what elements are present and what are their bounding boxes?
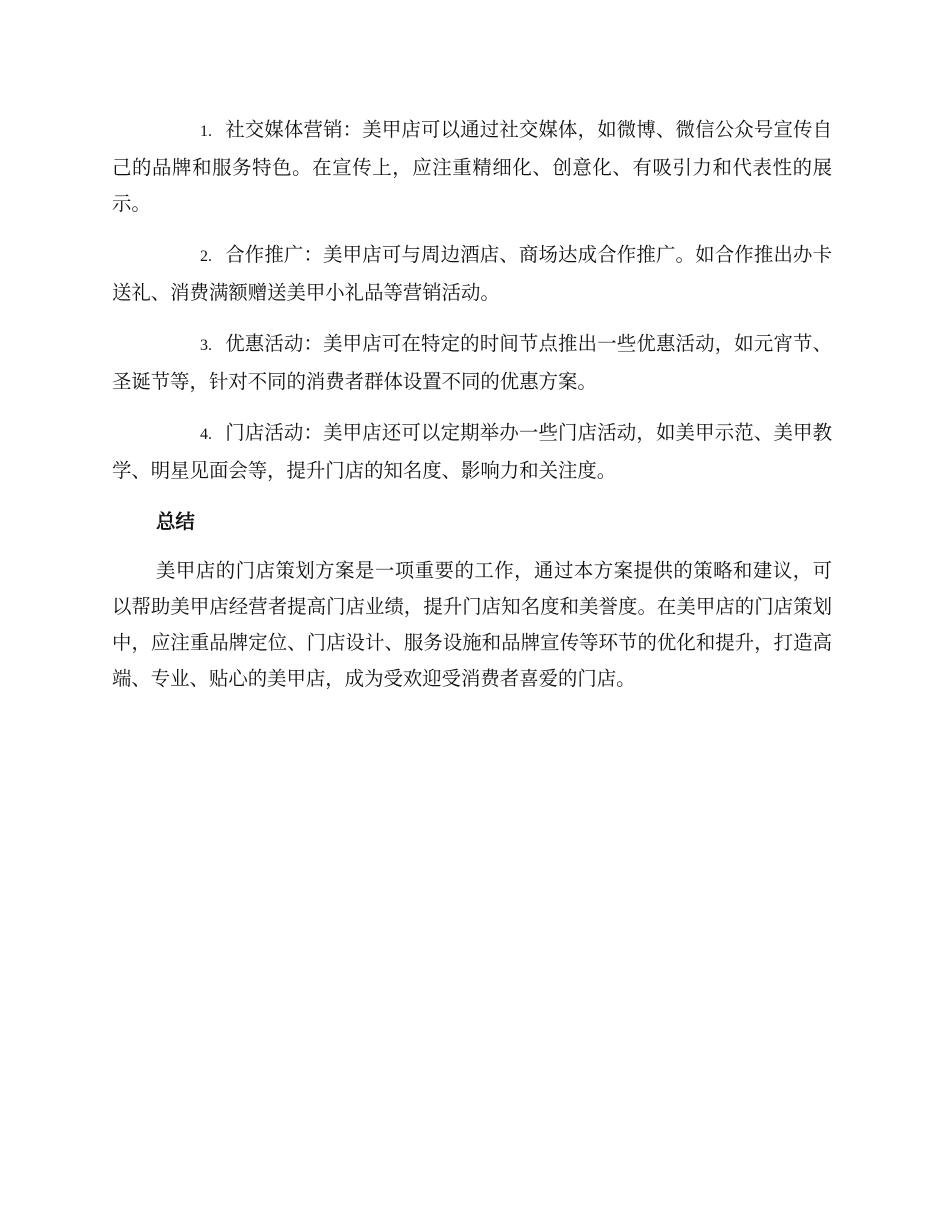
list-item-number: 1. <box>200 123 212 140</box>
list-item-4 <box>112 415 832 489</box>
list-item-number: 2. <box>200 248 212 265</box>
list-item-text: 社交媒体营销：美甲店可以通过社交媒体，如微博、微信公众号宣传自己的品牌和服务特色。在宣传上，应注重精细化、创意化、有吸引力和代表性的展示。 <box>112 118 832 215</box>
list-item-number: 3. <box>200 337 212 354</box>
list-item-text: 合作推广：美甲店可与周边酒店、商场达成合作推广。如合作推出办卡送礼、消费满额赠送美甲小礼品等营销活动。 <box>112 243 832 304</box>
list-item-2 <box>112 237 832 311</box>
list-item-text: 门店活动：美甲店还可以定期举办一些门店活动，如美甲示范、美甲教学、明星见面会等，提升门店的知名度、影响力和关注度。 <box>112 421 832 482</box>
summary-paragraph: 美甲店的门店策划方案是一项重要的工作，通过本方案提供的策略和建议，可以帮助美甲店经营者提高门店业绩，提升门店知名度和美誉度。在美甲店的门店策划中，应注重品牌定位、门店设计、服务设施和品牌宣传等环节的优化和提升，打造高端、专业、贴心的美甲店，成为受欢迎受消费者喜爱的门店。 <box>112 559 832 690</box>
document-page <box>112 112 832 697</box>
list-item-text: 优惠活动：美甲店可在特定的时间节点推出一些优惠活动，如元宵节、圣诞节等，针对不同的消费者群体设置不同的优惠方案。 <box>112 332 832 393</box>
list-item-3 <box>112 326 832 400</box>
list-item-number: 4. <box>200 426 212 443</box>
summary-heading: 总结 <box>156 510 195 533</box>
list-item-1 <box>112 112 832 222</box>
